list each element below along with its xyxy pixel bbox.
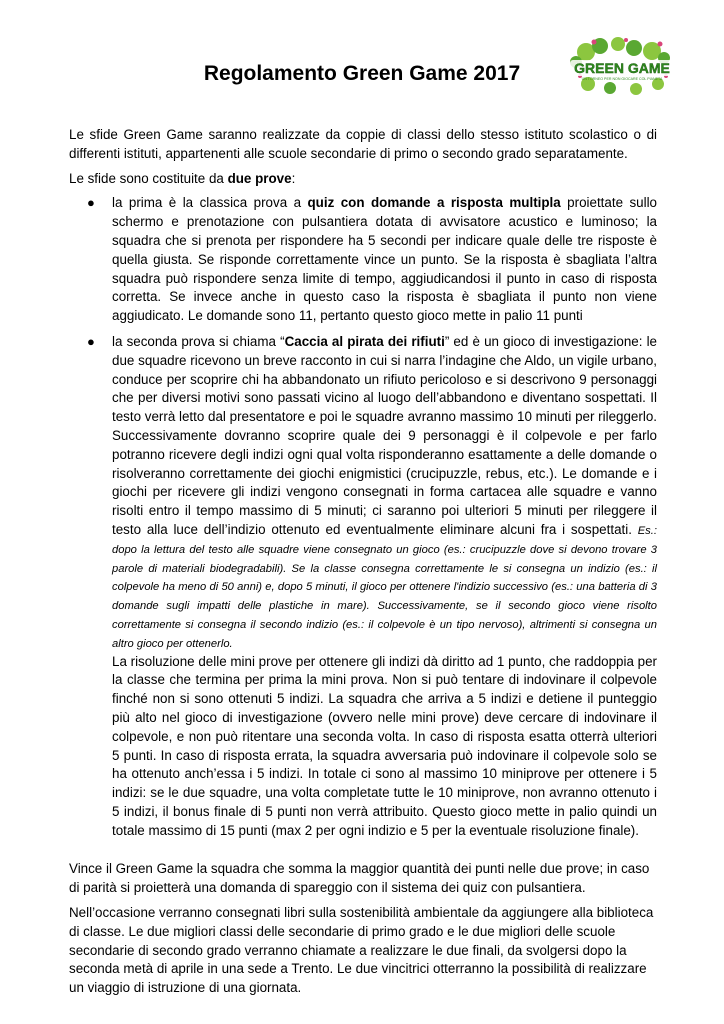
bullet-icon: ● [87, 333, 95, 349]
occasione-paragraph: Nell’occasione verranno consegnati libri sulla sostenibilità ambientale da aggiungere alla biblioteca di classe. Le due migliori classi delle secondarie di primo grado e le due migliori delle scuole secondarie di secondo grado verranno chiamate a realizzare le due finali, da svolgersi dopo la seconda metà di aprile in una sede a Trento. Le due vincitrici otterranno la possibilità di realizzare un viaggio di istruzione di una giornata. [69, 905, 654, 996]
sfide-bold: due prove [227, 170, 292, 186]
sfide-paragraph [69, 170, 657, 189]
intro-paragraph: Le sfide Green Game saranno realizzate da coppie di classi dello stesso istituto scolastico o di differenti istituti, appartenenti alle scuole secondarie di primo o secondo grado separatamente. [69, 127, 657, 161]
list-item-prova-2 [69, 333, 657, 841]
logo-tagline: UN TORNEO PER NON GIOCARE COL PIANETA [581, 77, 663, 81]
prova1-bold: quiz con domande a risposta multipla [307, 195, 561, 211]
prova2-bold: Caccia al pirata dei rifiuti [284, 333, 445, 349]
prova2-example: Es.: dopo la lettura del testo alle squadre viene consegnato un gioco (es.: crucipuzzle dove si devono trovare 3 parole di materiali biodegradabili). Se la classe consegna correttamente le si consegna un indizio (es.: il colpevole ha meno di 50 anni) e, dopo 5 minuti, il gioco per ottenere l'indizio successivo (es.: una batteria di 3 domande sugli impatti delle plastiche in mare). Successivamente, se il secondo gioco viene risolto correttamente si consegna il secondo indizio (es.: il colpevole è un tipo nervoso), altrimenti si consegna un altro gioco per ottenerlo. [112, 524, 657, 650]
list-item-prova-1 [69, 194, 657, 326]
bullet-icon: ● [87, 195, 95, 211]
sfide-suffix: : [291, 170, 296, 186]
page-title: Regolamento Green Game 2017 [203, 62, 521, 85]
prova2-scoring-paragraph: La risoluzione delle mini prove per ottenere gli indizi dà diritto ad 1 punto, che raddoppia per la classe che termina per prima la mini prova. Non si può tentare di indovinare il colpevole finché non si sono ottenuti 5 indizi. La squadra che arriva a 5 indizi e detiene il punteggio più alto nel gioco di investigazione (ovvero nelle mini prove) deve cercare di indovinare il colpevole, e non può ritentare una seconda volta. In caso di risposta esatta otterrà ulteriori 5 punti. In caso di risposta errata, la squadra avversaria può indovinare il colpevole solo se ha ottenuto anch’essa i 5 indizi. In totale ci sono al massimo 10 miniprove per ottenere i 5 indizi: se le due squadre, una volta completate tutte le 10 miniprove, non avranno ottenuto i 5 indizi, il bonus finale di 5 punti non verrà attribuito. Questo gioco mette in palio quindi un totale massimo di 15 punti (max 2 per ogni indizio e 5 per la eventuale risoluzione finale). [112, 653, 657, 838]
prova2-text-b: ” ed è un gioco di investigazione: le due squadre ricevono un breve racconto in cui si narra l’indagine che Aldo, un vigile urbano, conduce per scoprire chi ha abbandonato un rifiuto pericoloso e si descrivono 9 personaggi che per diversi motivi sono passati vicino al luogo dell’abbandono e diventano sospettati. Il testo verrà letto dal presentatore e poi le squadre avranno massimo 10 minuti per rileggerlo. Successivamente dovranno scoprire quale dei 9 personaggi è il colpevole e per farlo potranno ricevere degli indizi ogni qual volta risponderanno esattamente a delle domande o risolveranno correttamente dei giochi enigmistici (crucipuzzle, rebus, etc.). Le domande e i giochi per ricevere gli indizi vengono consegnati in forma cartacea alle squadre e vanno risolti entro il tempo massimo di 5 minuti; ci saranno poi ulteriori 5 minuti per rileggere il testo alla luce dell’indizio ottenuto ed eventualmente eliminare alcuni fra i sospettati. [112, 333, 657, 537]
vince-paragraph: Vince il Green Game la squadra che somma la maggior quantità dei punti nelle due prove; in caso di parità si proietterà una domanda di spareggio con il sistema dei quiz con pulsantiera. [69, 861, 650, 896]
prova1-text-a: la prima è la classica prova a [112, 195, 308, 211]
prova2-text-a: la seconda prova si chiama “ [112, 333, 285, 349]
prove-list [69, 194, 657, 840]
document-body [69, 126, 657, 1004]
sfide-prefix: Le sfide sono costituite da [69, 170, 228, 186]
prova1-text-b: proiettate sullo schermo e prenotazione con pulsantiera dotata di avvisatore acustico e luminoso; la squadra che si prenota per rispondere ha 5 secondi per indicare quale delle tre risposte è quella giusta. Se risponde correttamente vince un punto. Se la risposta è sbagliata l’altra squadra può rispondere senza limite di tempo, aggiudicandosi il punto in caso di risposta corretta. Se invece anche in questo caso la risposta è sbagliata il punto non viene aggiudicato. Le domande sono 11, pertanto questo gioco mette in palio 11 punti [112, 195, 658, 324]
logo-wordmark: GREEN GAME [574, 60, 670, 76]
